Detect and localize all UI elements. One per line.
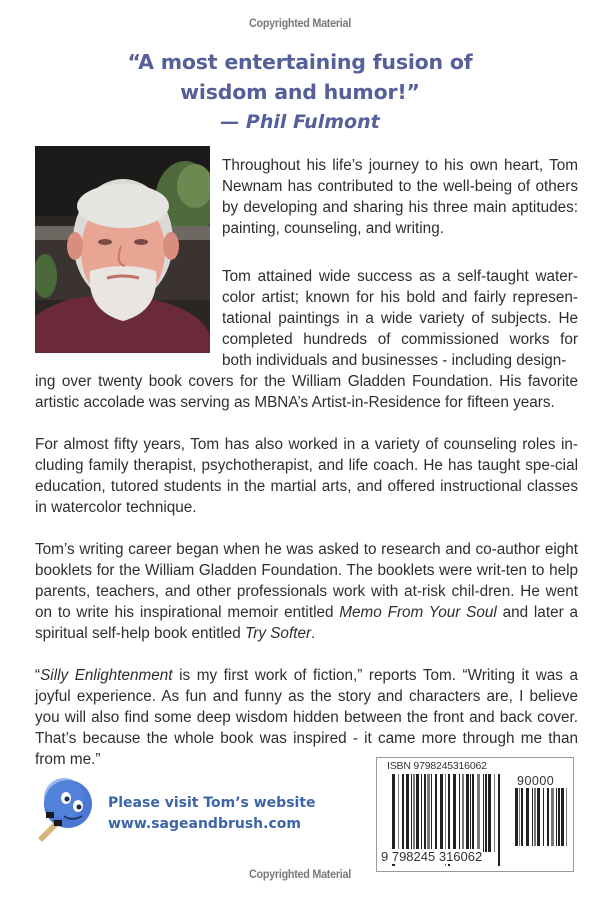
para4-text-c: . xyxy=(311,625,316,642)
barcode-bar xyxy=(483,774,484,852)
barcode-bar xyxy=(551,788,554,846)
barcode-bar xyxy=(421,774,422,852)
barcode-bar xyxy=(413,774,415,852)
barcode-bar xyxy=(427,774,430,852)
quote-line-1: “A most entertaining fusion of xyxy=(127,50,473,74)
barcode-bar xyxy=(488,774,491,852)
barcode-bar xyxy=(558,788,560,846)
author-photo xyxy=(35,146,210,353)
barcode-bar xyxy=(435,774,437,852)
bio-paragraph-4 xyxy=(35,539,578,644)
isbn-label: ISBN 9798245316062 xyxy=(387,760,487,772)
price-code-label: 90000 xyxy=(517,774,555,788)
barcode-bar xyxy=(534,788,536,846)
barcode-bar xyxy=(477,774,480,852)
barcode-digits: 9 798245 316062 xyxy=(381,849,483,864)
barcode-bar xyxy=(494,774,495,852)
barcode-bar xyxy=(416,774,419,852)
barcode-bar xyxy=(519,788,520,846)
website-promo xyxy=(108,793,316,835)
barcode-bar xyxy=(561,788,564,846)
barcode-bar xyxy=(566,788,567,846)
book-title-try-softer: Try Softer xyxy=(245,625,312,642)
bio-paragraph-3 xyxy=(35,434,578,518)
bio-paragraph-4-text xyxy=(35,539,578,644)
barcode-bar xyxy=(521,788,523,846)
para4-text-a: Tom’s writing career began when he was asked to research and co-author eight booklets for the William Gladden Foundation. The booklets were writ-ten to help parents, teachers, and other professionals work with at-risk chil-dren. He went on to write his inspirational memoir entitled xyxy=(35,541,578,621)
barcode-bar xyxy=(411,774,412,852)
bio-paragraph-5-text xyxy=(35,665,578,770)
barcode-bar xyxy=(402,774,404,852)
isbn-barcode xyxy=(376,757,574,872)
para5-text: is my first work of fiction,” reports Tom. “Writing it was a joyful experience. As fun and funny as the story and characters are, I believe you will also find some deep wisdom hidden between the front and back cover. That’s because the whole book was inspired - it came more through me than from me.” xyxy=(35,667,579,768)
barcode-bar xyxy=(424,774,426,852)
barcode-bar xyxy=(459,774,460,852)
bio-paragraph-2-bottom-text: ing over twenty book covers for the William Gladden Foundation. His favorite artistic accolade was serving as MBNA’s Artist-in-Residence for fifteen years. xyxy=(35,373,578,411)
barcode-bar xyxy=(515,788,518,846)
barcode-bar xyxy=(537,788,540,846)
blue-ball-brush-mascot-icon xyxy=(34,776,96,842)
barcode-bar xyxy=(470,774,471,852)
barcode-bar xyxy=(498,774,500,866)
barcode-bar xyxy=(547,788,549,846)
copyright-watermark-top: Copyrighted Material xyxy=(248,16,352,30)
bio-paragraph-2-top xyxy=(222,266,578,371)
book-title-memo-from-your-soul: Memo From Your Soul xyxy=(339,604,497,621)
barcode-bar xyxy=(440,774,443,852)
barcode-bars-addon xyxy=(515,788,569,860)
bio-paragraph-2-bottom xyxy=(35,371,578,413)
website-invite-text: Please visit Tom’s website xyxy=(108,795,316,811)
para4-text-b: and later a spiritual self-help book entitled xyxy=(35,604,578,642)
barcode-bar xyxy=(472,774,474,852)
quote-attribution: — Phil Fulmont xyxy=(220,111,380,133)
barcode-bar xyxy=(406,774,409,852)
website-url-link[interactable]: www.sageandbrush.com xyxy=(108,816,301,832)
para5-open-quote: “ xyxy=(35,667,41,684)
quote-line-2: wisdom and humor!” xyxy=(180,80,420,104)
author-portrait-icon xyxy=(35,146,210,353)
barcode-bar xyxy=(526,788,529,846)
book-title-silly-enlightenment: Silly Enlightenment xyxy=(40,667,173,684)
barcode-bar xyxy=(462,774,464,852)
bio-paragraph-2-top-text: Tom attained wide success as a self-taught water-color artist; known for his bold and fairly represen-tational paintings in a wide variety of subjects. He completed hundreds of commissioned works for both individuals and businesses - including design- xyxy=(222,268,578,369)
barcode-bar xyxy=(453,774,456,852)
barcode-bar xyxy=(466,774,469,852)
bio-paragraph-1-text: Throughout his life’s journey to his own heart, Tom Newnam has contributed to the well-being of others by developing and sharing his three main aptitudes: painting, counseling, and writing. xyxy=(222,157,578,237)
bio-paragraph-3-text: For almost fifty years, Tom has also worked in a variety of counseling roles in-cluding family therapist, psychotherapist, and life coach. He has taught spe-cial education, tutored students in the martial arts, and offered instructional classes in watercolor technique. xyxy=(35,436,578,516)
barcode-bar xyxy=(398,774,399,852)
endorsement-quote xyxy=(0,47,600,137)
copyright-watermark-bottom: Copyrighted Material xyxy=(248,867,352,881)
mascot-logo xyxy=(34,776,96,842)
barcode-bar xyxy=(485,774,487,852)
barcode-bar xyxy=(431,774,432,852)
bio-paragraph-5 xyxy=(35,665,578,770)
barcode-bar xyxy=(556,788,557,846)
barcode-bar xyxy=(543,788,544,846)
bio-paragraph-1 xyxy=(222,155,578,239)
barcode-bar xyxy=(532,788,533,846)
